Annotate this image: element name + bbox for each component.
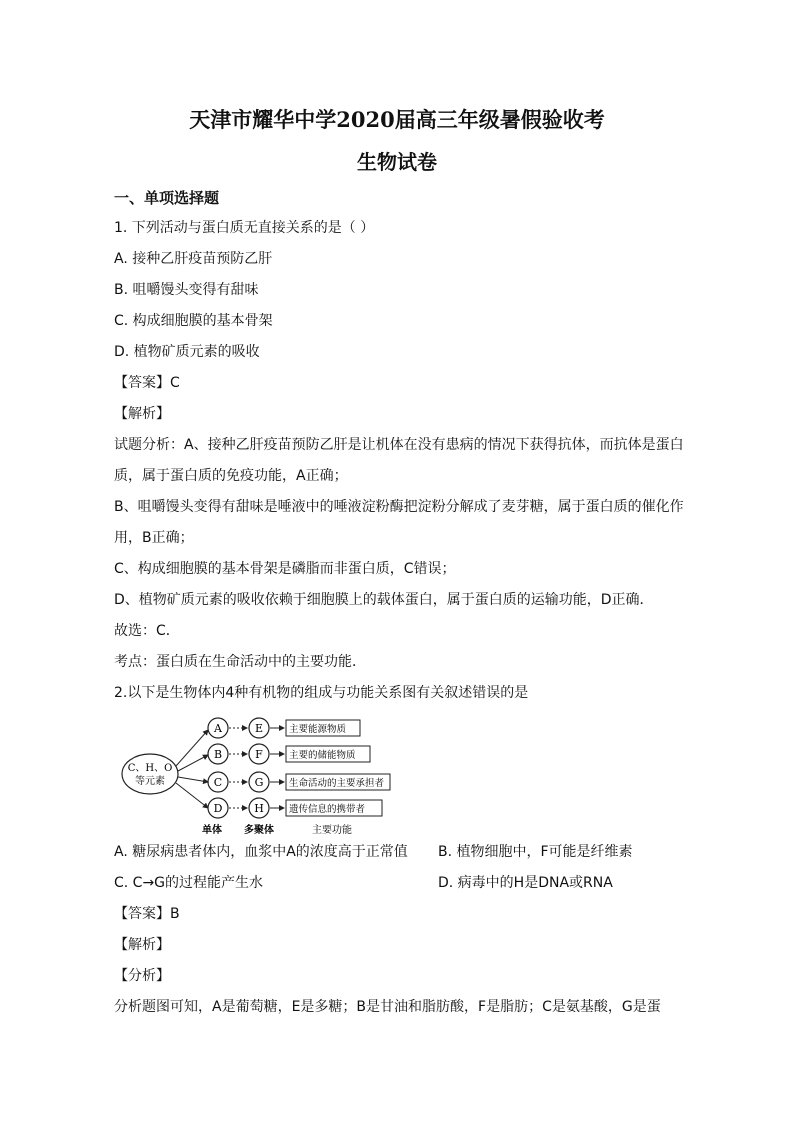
q2-option-a: A. 糖尿病患者体内，血浆中A的浓度高于正常值 [114,844,408,860]
function-label: 生命活动的主要承担者 [289,778,385,789]
q2-answer: 【答案】B [114,906,180,922]
q2-analysis-line: 分析题图可知，A是葡萄糖，E是多糖；B是甘油和脂肪酸，F是脂肪；C是氨基酸，G是蛋 [114,999,661,1015]
polymer-label: H [254,802,264,815]
column-label-polymer: 多聚体 [244,825,274,836]
column-label-monomer: 单体 [202,825,222,836]
q2-analysis-sub-label: 【分析】 [114,968,170,984]
monomer-label: D [213,802,223,815]
polymer-label: F [255,748,263,761]
exam-title: 天津市耀华中学2020届高三年级暑假验收考 [189,107,605,132]
q1-option-a: A. 接种乙肝疫苗预防乙肝 [114,251,273,267]
source-label: 等元素 [135,776,165,787]
q1-analysis-line: 考点：蛋白质在生命活动中的主要功能． [114,654,366,670]
function-label: 遗传信息的携带者 [289,804,366,815]
q2-option-c: C. C→G的过程能产生水 [114,875,264,891]
q1-analysis-line: C、构成细胞膜的基本骨架是磷脂而非蛋白质，C错误； [114,561,456,577]
q1-analysis-line: 质，属于蛋白质的免疫功能，A正确； [114,468,348,484]
function-label: 主要能源物质 [289,724,347,735]
q2-option-b: B. 植物细胞中，F可能是纤维素 [438,844,633,860]
polymer-label: G [254,776,264,789]
source-label: C、H、O [127,763,173,774]
question-2-stem: 2.以下是生物体内4种有机物的组成与功能关系图有关叙述错误的是 [114,685,529,701]
q1-answer: 【答案】C [114,375,180,391]
q1-option-d: D. 植物矿质元素的吸收 [114,344,260,360]
column-label-function: 主要功能 [312,825,352,836]
monomer-label: A [214,722,222,735]
q1-analysis-line: 故选：C． [114,623,180,639]
function-label: 主要的储能物质 [289,750,356,761]
exam-subtitle: 生物试卷 [357,150,437,174]
q1-analysis-line: 用，B正确； [114,530,194,546]
q1-analysis-label: 【解析】 [114,406,170,422]
organic-compound-diagram [114,716,394,840]
q1-option-c: C. 构成细胞膜的基本骨架 [114,313,273,329]
question-1-stem: 1. 下列活动与蛋白质无直接关系的是（ ） [114,220,375,236]
monomer-label: C [213,776,223,789]
q2-analysis-label: 【解析】 [114,937,170,953]
q1-analysis-line: D、植物矿质元素的吸收依赖于细胞膜上的载体蛋白，属于蛋白质的运输功能，D正确． [114,592,654,608]
section-heading: 一、单项选择题 [114,189,220,207]
q1-option-b: B. 咀嚼馒头变得有甜味 [114,282,259,298]
q1-analysis-line: 试题分析：A、接种乙肝疫苗预防乙肝是让机体在没有患病的情况下获得抗体，而抗体是蛋白 [114,437,684,453]
monomer-label: B [213,748,223,761]
q2-option-d: D. 病毒中的H是DNA或RNA [438,875,613,891]
source-ellipse [122,754,178,794]
polymer-label: E [254,722,264,735]
q1-analysis-line: B、咀嚼馒头变得有甜味是唾液中的唾液淀粉酶把淀粉分解成了麦芽糖，属于蛋白质的催化作 [114,499,684,515]
